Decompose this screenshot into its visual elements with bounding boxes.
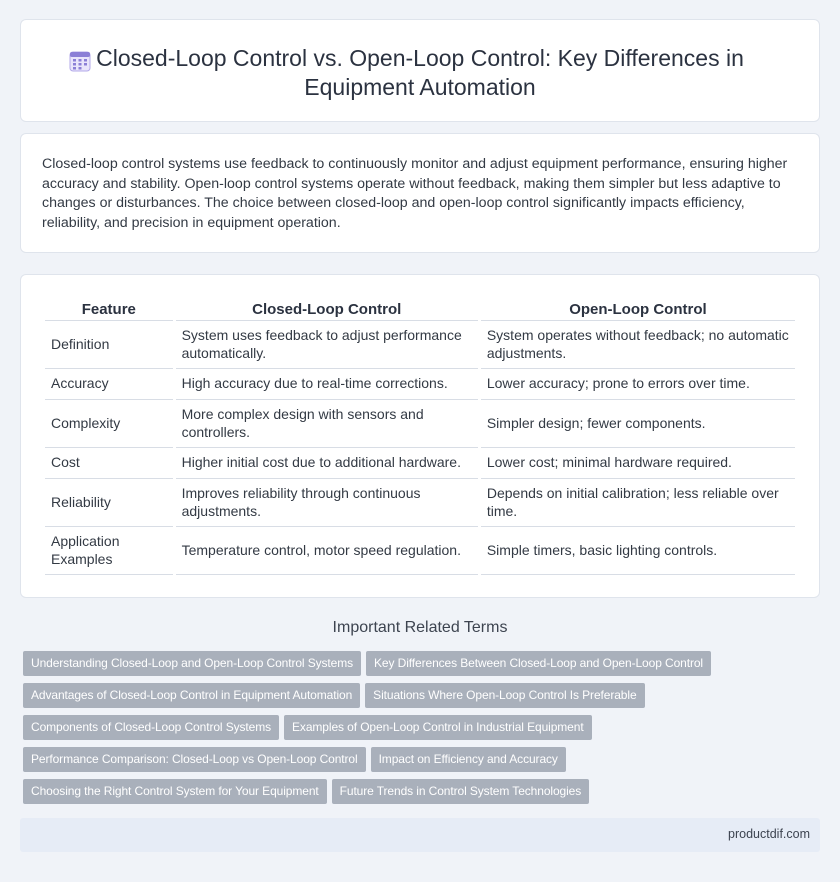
table-row [45, 479, 795, 527]
footer-site-link[interactable]: productdif.com [728, 827, 810, 841]
comparison-table-card [20, 274, 820, 598]
related-term-tag[interactable]: Situations Where Open-Loop Control Is Preferable [365, 683, 644, 708]
related-term-tag[interactable]: Choosing the Right Control System for Your Equipment [23, 779, 327, 804]
cell-open: Simple timers, basic lighting controls. [481, 527, 795, 575]
related-term-tag[interactable]: Components of Closed-Loop Control Systems [23, 715, 279, 740]
table-row [45, 527, 795, 575]
page-title: Closed-Loop Control vs. Open-Loop Control: Key Differences in Equipment Automation [96, 45, 744, 100]
cell-feature: Application Examples [45, 527, 173, 575]
cell-closed: High accuracy due to real-time corrections. [176, 369, 478, 400]
related-term-tag[interactable]: Performance Comparison: Closed-Loop vs Open-Loop Control [23, 747, 366, 772]
cell-closed: System uses feedback to adjust performance automatically. [176, 321, 478, 369]
cell-closed: More complex design with sensors and controllers. [176, 400, 478, 448]
cell-feature: Accuracy [45, 369, 173, 400]
table-row [45, 321, 795, 369]
cell-feature: Complexity [45, 400, 173, 448]
cell-open: Lower accuracy; prone to errors over time. [481, 369, 795, 400]
related-term-tag[interactable]: Advantages of Closed-Loop Control in Equipment Automation [23, 683, 360, 708]
table-row [45, 448, 795, 479]
related-terms-list [23, 651, 803, 811]
related-term-tag[interactable]: Understanding Closed-Loop and Open-Loop Control Systems [23, 651, 361, 676]
footer [20, 818, 820, 852]
related-term-tag[interactable]: Future Trends in Control System Technologies [332, 779, 590, 804]
header-feature: Feature [45, 295, 173, 321]
header-card [20, 19, 820, 122]
cell-open: Lower cost; minimal hardware required. [481, 448, 795, 479]
cell-open: Depends on initial calibration; less reliable over time. [481, 479, 795, 527]
cell-closed: Higher initial cost due to additional hardware. [176, 448, 478, 479]
cell-open: Simpler design; fewer components. [481, 400, 795, 448]
related-terms-title: Important Related Terms [332, 619, 508, 636]
table-row [45, 400, 795, 448]
related-term-tag[interactable]: Key Differences Between Closed-Loop and Open-Loop Control [366, 651, 711, 676]
related-term-tag[interactable]: Examples of Open-Loop Control in Industrial Equipment [284, 715, 592, 740]
intro-card [20, 133, 820, 253]
related-term-tag[interactable]: Impact on Efficiency and Accuracy [371, 747, 566, 772]
cell-open: System operates without feedback; no automatic adjustments. [481, 321, 795, 369]
comparison-table [42, 295, 798, 575]
cell-closed: Temperature control, motor speed regulation. [176, 527, 478, 575]
header-open-loop: Open-Loop Control [481, 295, 795, 321]
cell-closed: Improves reliability through continuous adjustments. [176, 479, 478, 527]
header-closed-loop: Closed-Loop Control [176, 295, 478, 321]
cell-feature: Cost [45, 448, 173, 479]
table-row [45, 369, 795, 400]
intro-paragraph: Closed-loop control systems use feedback to continuously monitor and adjust equipment performance, ensuring higher accuracy and stability. Open-loop control systems operate without feedback, making them simpler but less adaptive to changes or disturbances. The choice between closed-loop and open-loop control significantly impacts efficiency, reliability, and precision in equipment operation. [42, 156, 788, 231]
cell-feature: Definition [45, 321, 173, 369]
cell-feature: Reliability [45, 479, 173, 527]
